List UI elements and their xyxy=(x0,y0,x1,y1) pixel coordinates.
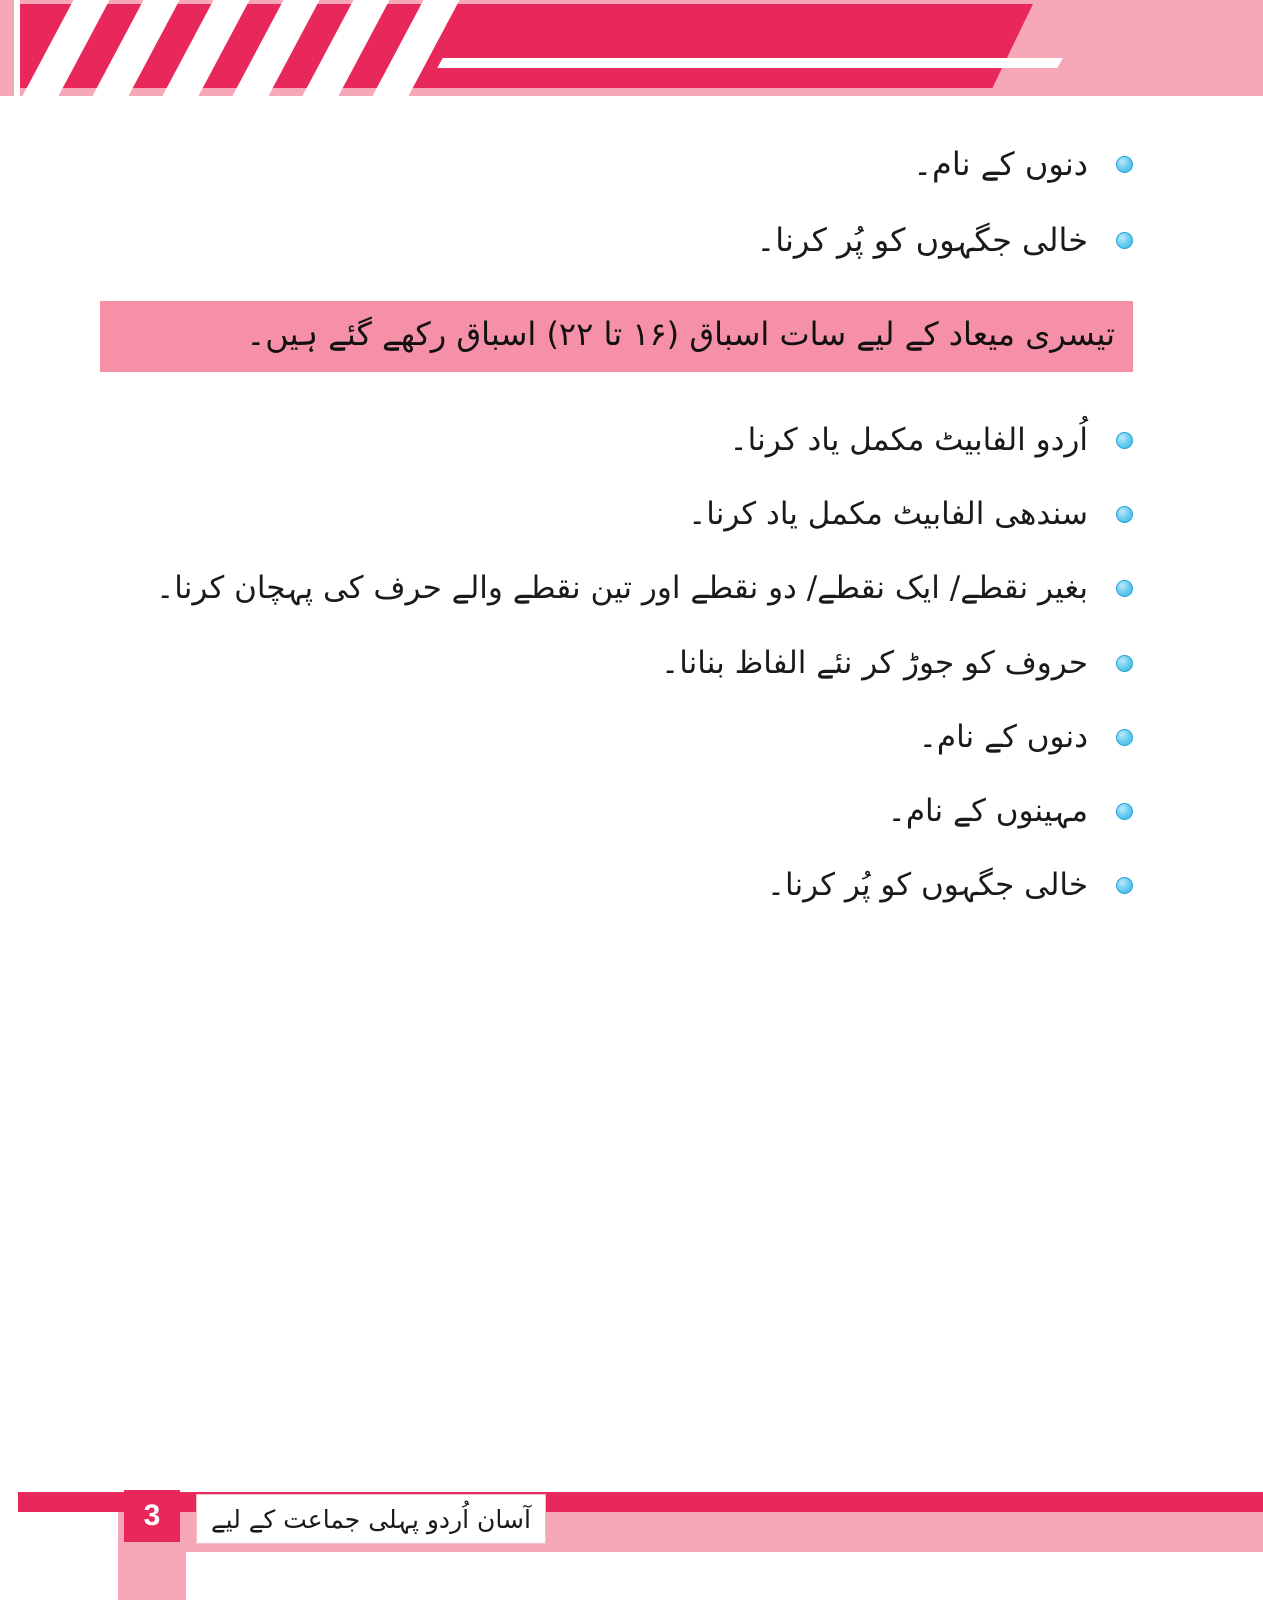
page-footer xyxy=(0,1470,1263,1600)
page-number: 3 xyxy=(124,1490,180,1542)
bullet-dot-icon xyxy=(1116,506,1133,523)
list-item-label: حروف کو جوڑ کر نئے الفاظ بنانا۔ xyxy=(661,644,1088,681)
bullet-dot-icon xyxy=(1116,432,1133,449)
footer-book-title: آسان اُردو پہلی جماعت کے لیے xyxy=(196,1494,546,1544)
list-item xyxy=(100,861,1133,909)
list-item-label: دنوں کے نام۔ xyxy=(913,145,1088,183)
list-item xyxy=(100,216,1133,266)
bullet-dot-icon xyxy=(1116,877,1133,894)
list-item xyxy=(100,416,1133,464)
list-item xyxy=(100,713,1133,761)
header-left-gap xyxy=(14,0,20,96)
list-item xyxy=(100,140,1133,190)
list-item-label: مہینوں کے نام۔ xyxy=(887,792,1088,829)
list-item-label: بغیر نقطے/ ایک نقطے/ دو نقطے اور تین نقطے والے حرف کی پہچان کرنا۔ xyxy=(156,570,1088,607)
bullet-dot-icon xyxy=(1116,580,1133,597)
objectives-list-one xyxy=(100,140,1133,265)
bullet-dot-icon xyxy=(1116,803,1133,820)
list-item xyxy=(100,490,1133,538)
objectives-list-two xyxy=(100,416,1133,908)
list-item-label: دنوں کے نام۔ xyxy=(918,718,1088,755)
page-header xyxy=(0,0,1263,108)
bullet-dot-icon xyxy=(1116,232,1133,249)
list-item-label: خالی جگہوں کو پُر کرنا۔ xyxy=(766,866,1088,903)
list-item xyxy=(100,639,1133,687)
list-item-label: خالی جگہوں کو پُر کرنا۔ xyxy=(756,220,1088,259)
list-item-label: اُردو الفابیٹ مکمل یاد کرنا۔ xyxy=(729,422,1088,459)
highlight-banner xyxy=(100,301,1133,372)
list-item xyxy=(100,787,1133,835)
header-diagonal-divider xyxy=(437,58,1062,68)
bullet-dot-icon xyxy=(1116,655,1133,672)
bullet-dot-icon xyxy=(1116,156,1133,173)
list-item-label: سندھی الفابیٹ مکمل یاد کرنا۔ xyxy=(688,496,1088,533)
list-item xyxy=(100,564,1133,612)
bullet-dot-icon xyxy=(1116,729,1133,746)
page-content xyxy=(0,140,1263,935)
highlight-banner-text: تیسری میعاد کے لیے سات اسباق (۱۶ تا ۲۲) اسباق رکھے گئے ہیں۔ xyxy=(246,315,1115,354)
header-bottom-line xyxy=(0,96,1263,103)
